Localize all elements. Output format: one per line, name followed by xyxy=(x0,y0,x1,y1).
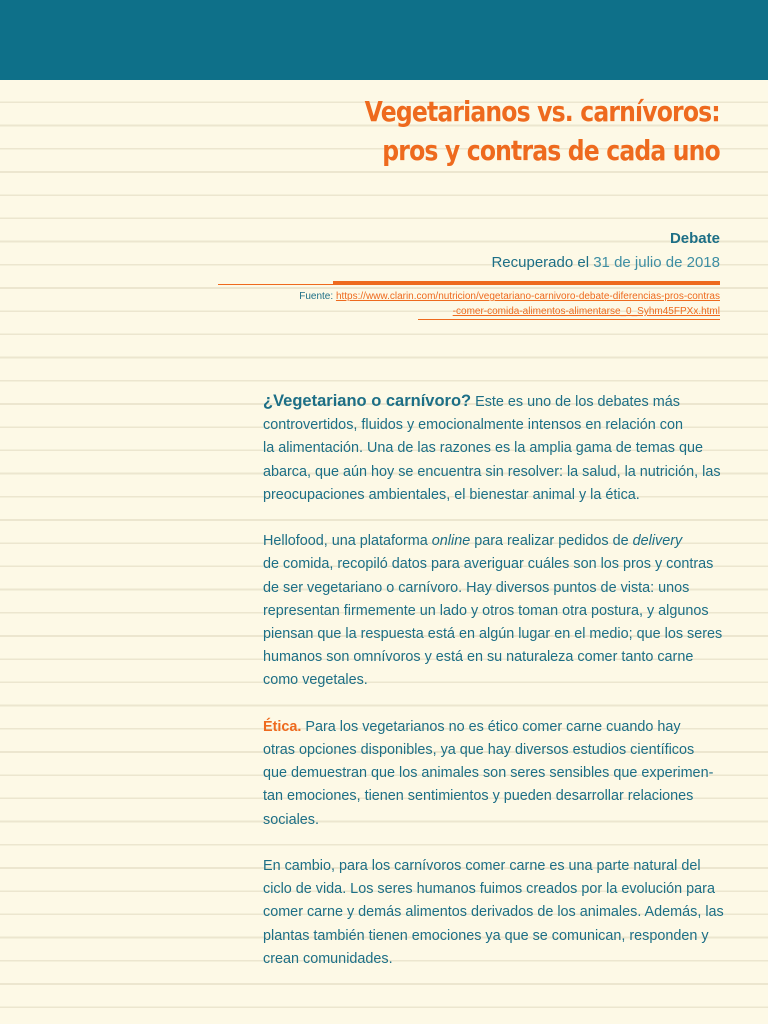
p2-line-4: representan firmemente un lado y otros toman otra postura, y algunos xyxy=(263,602,709,619)
p2-line-7: como vegetales. xyxy=(263,672,368,689)
p2-line-1-b: para realizar pedidos de xyxy=(470,533,633,550)
title-line-2: pros y contras de cada uno xyxy=(382,134,720,167)
paragraph-2 xyxy=(244,530,724,692)
p2-line-1-a: Hellofood, una plataforma xyxy=(263,533,432,550)
retrieved-date: 31 de julio de 2018 xyxy=(593,254,720,271)
p3-line-4: tan emociones, tienen sentimientos y pueden desarrollar relaciones xyxy=(263,788,694,805)
page-title xyxy=(365,92,720,170)
p4-line-4: plantas también tienen emociones ya que se comunican, responden y xyxy=(263,927,709,944)
p3-line-5: sociales. xyxy=(263,811,319,828)
p3-lead: Ética. xyxy=(263,718,302,735)
top-banner xyxy=(0,0,768,80)
p4-line-1: En cambio, para los carnívoros comer carne es una parte natural del xyxy=(263,858,701,875)
p2-line-5: piensan que la respuesta está en algún lugar en el medio; que los seres xyxy=(263,626,723,643)
article-body xyxy=(244,390,724,994)
p4-line-2: ciclo de vida. Los seres humanos fuimos creados por la evolución para xyxy=(263,881,715,898)
title-line-1: Vegetarianos vs. carnívoros: xyxy=(364,95,720,128)
source-line-1 xyxy=(210,289,720,304)
source-citation xyxy=(210,289,720,319)
p1-line-1-rest: Este es uno de los debates más xyxy=(471,394,680,410)
p2-line-3: de ser vegetariano o carnívoro. Hay diversos puntos de vista: unos xyxy=(263,579,690,596)
p3-line-1-rest: Para los vegetarianos no es ético comer carne cuando hay xyxy=(301,718,681,735)
p1-line-1 xyxy=(244,390,724,414)
p1-line-5: preocupaciones ambientales, el bienestar animal y la ética. xyxy=(263,486,640,503)
p3-line-2: otras opciones disponibles, ya que hay diversos estudios científicos xyxy=(263,742,695,759)
source-line-2 xyxy=(210,304,720,319)
divider-thick xyxy=(333,281,720,285)
p1-lead: ¿Vegetariano o carnívoro? xyxy=(263,392,472,410)
p1-line-3: la alimentación. Una de las razones es la amplia gama de temas que xyxy=(263,440,703,457)
section-label: Debate xyxy=(669,230,720,247)
p2-delivery: delivery xyxy=(632,533,683,550)
p4-line-5: crean comunidades. xyxy=(263,950,393,967)
source-link-part-1[interactable]: https://www.clarin.com/nutricion/vegetariano-carnivoro-debate-diferencias-pros-contras xyxy=(335,291,720,302)
retrieved-date-line xyxy=(491,254,720,271)
paragraph-3 xyxy=(244,716,724,832)
paragraph-4 xyxy=(244,855,724,971)
p2-line-2: de comida, recopiló datos para averiguar cuáles son los pros y contras xyxy=(263,556,714,573)
source-label: Fuente: xyxy=(299,291,334,302)
p4-line-3: comer carne y demás alimentos derivados de los animales. Además, las xyxy=(263,904,724,921)
source-link-part-2[interactable]: -comer-comida-alimentos-alimentarse_0_Syhm45FPXx.html xyxy=(452,306,720,317)
p3-line-3: que demuestran que los animales son seres sensibles que experimen- xyxy=(263,765,714,782)
p2-online: online xyxy=(431,533,471,550)
p1-line-4: abarca, que aún hoy se encuentra sin resolver: la salud, la nutrición, las xyxy=(263,463,721,480)
p1-line-2: controvertidos, fluidos y emocionalmente intensos en relación con xyxy=(263,417,683,434)
retrieved-prefix: Recuperado el xyxy=(491,254,590,271)
paragraph-1 xyxy=(244,390,724,507)
p2-line-1 xyxy=(244,530,724,553)
p2-line-6: humanos son omnívoros y está en su naturaleza comer tanto carne xyxy=(263,649,694,666)
source-underline xyxy=(418,319,720,320)
p3-line-1 xyxy=(244,716,724,739)
